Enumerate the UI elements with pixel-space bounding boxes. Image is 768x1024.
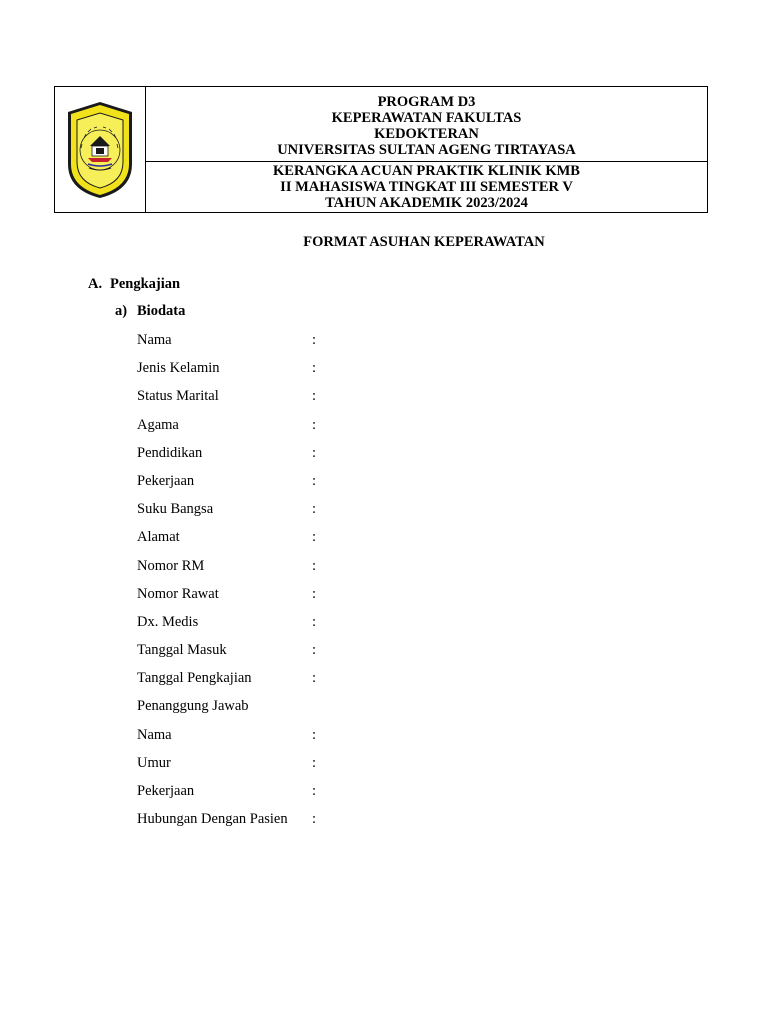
field-colon: : [312, 529, 317, 546]
field-colon: : [312, 613, 317, 630]
field-row [137, 696, 537, 724]
field-colon: : [312, 332, 317, 348]
header-faculty-line: KEDOKTERAN [374, 126, 479, 142]
field-row [137, 471, 537, 499]
header-university-line: UNIVERSITAS SULTAN AGENG TIRTAYASA [277, 142, 576, 158]
field-row [137, 753, 537, 781]
header-student-line: II MAHASISWA TINGKAT III SEMESTER V [280, 179, 573, 195]
field-label: Dx. Medis [137, 613, 199, 630]
field-colon: : [312, 472, 317, 489]
university-logo [60, 98, 140, 202]
field-row [137, 386, 537, 414]
field-label: Nomor RM [137, 557, 205, 574]
field-label: Alamat [137, 529, 180, 546]
field-row [137, 668, 537, 696]
field-colon: : [312, 360, 317, 377]
field-row [137, 809, 537, 837]
field-label: Status Marital [137, 388, 219, 405]
field-colon: : [312, 416, 317, 433]
section-number: A. [88, 276, 103, 292]
field-row [137, 415, 537, 443]
field-row [137, 725, 537, 753]
field-label: Pendidikan [137, 444, 203, 461]
field-label: Pekerjaan [137, 783, 195, 799]
header-program-line: PROGRAM D3 [377, 94, 476, 110]
field-row [137, 781, 537, 809]
subsection-number: a) [115, 303, 128, 319]
field-label: Umur [137, 754, 171, 771]
header-framework-line: KERANGKA ACUAN PRAKTIK KLINIK KMB [273, 163, 580, 179]
field-colon: : [312, 811, 317, 828]
field-colon: : [312, 670, 317, 687]
field-row [137, 556, 537, 584]
header-institution-block [146, 87, 707, 162]
header-title-cell [146, 87, 707, 212]
field-label: Jenis Kelamin [137, 360, 220, 377]
document-title: FORMAT ASUHAN KEPERAWATAN [303, 234, 545, 250]
field-row [137, 499, 537, 527]
field-label: Pekerjaan [137, 472, 195, 489]
header-department-line: KEPERAWATAN FAKULTAS [331, 110, 522, 126]
field-colon: : [312, 444, 317, 461]
biodata-field-list [137, 330, 537, 837]
field-colon: : [312, 557, 317, 574]
subsection-title: Biodata [137, 303, 186, 319]
field-row [137, 330, 537, 358]
field-label: Hubungan Dengan Pasien [137, 811, 288, 828]
logo-cell [55, 87, 146, 212]
header-table [54, 86, 708, 213]
field-colon: : [312, 726, 317, 743]
field-row [137, 584, 537, 612]
field-label: Penanggung Jawab [137, 698, 249, 715]
field-colon: : [312, 388, 317, 405]
field-colon: : [312, 754, 317, 771]
field-colon: : [312, 585, 317, 602]
field-label: Suku Bangsa [137, 501, 214, 518]
field-colon: : [312, 642, 317, 659]
field-row [137, 358, 537, 386]
header-academic-year-line: TAHUN AKADEMIK 2023/2024 [325, 195, 528, 211]
field-row [137, 640, 537, 668]
field-label: Nama [137, 332, 172, 348]
field-label: Tanggal Masuk [137, 642, 227, 659]
section-title: Pengkajian [110, 276, 181, 292]
subsection-heading [115, 303, 185, 320]
section-heading [88, 276, 180, 293]
field-row [137, 612, 537, 640]
field-label: Nama [137, 726, 172, 743]
field-label: Nomor Rawat [137, 585, 219, 602]
header-reference-block [146, 162, 707, 212]
field-row [137, 527, 537, 555]
field-colon: : [312, 501, 317, 518]
field-colon: : [312, 783, 317, 799]
field-row [137, 443, 537, 471]
field-label: Tanggal Pengkajian [137, 670, 252, 687]
field-label: Agama [137, 416, 179, 433]
